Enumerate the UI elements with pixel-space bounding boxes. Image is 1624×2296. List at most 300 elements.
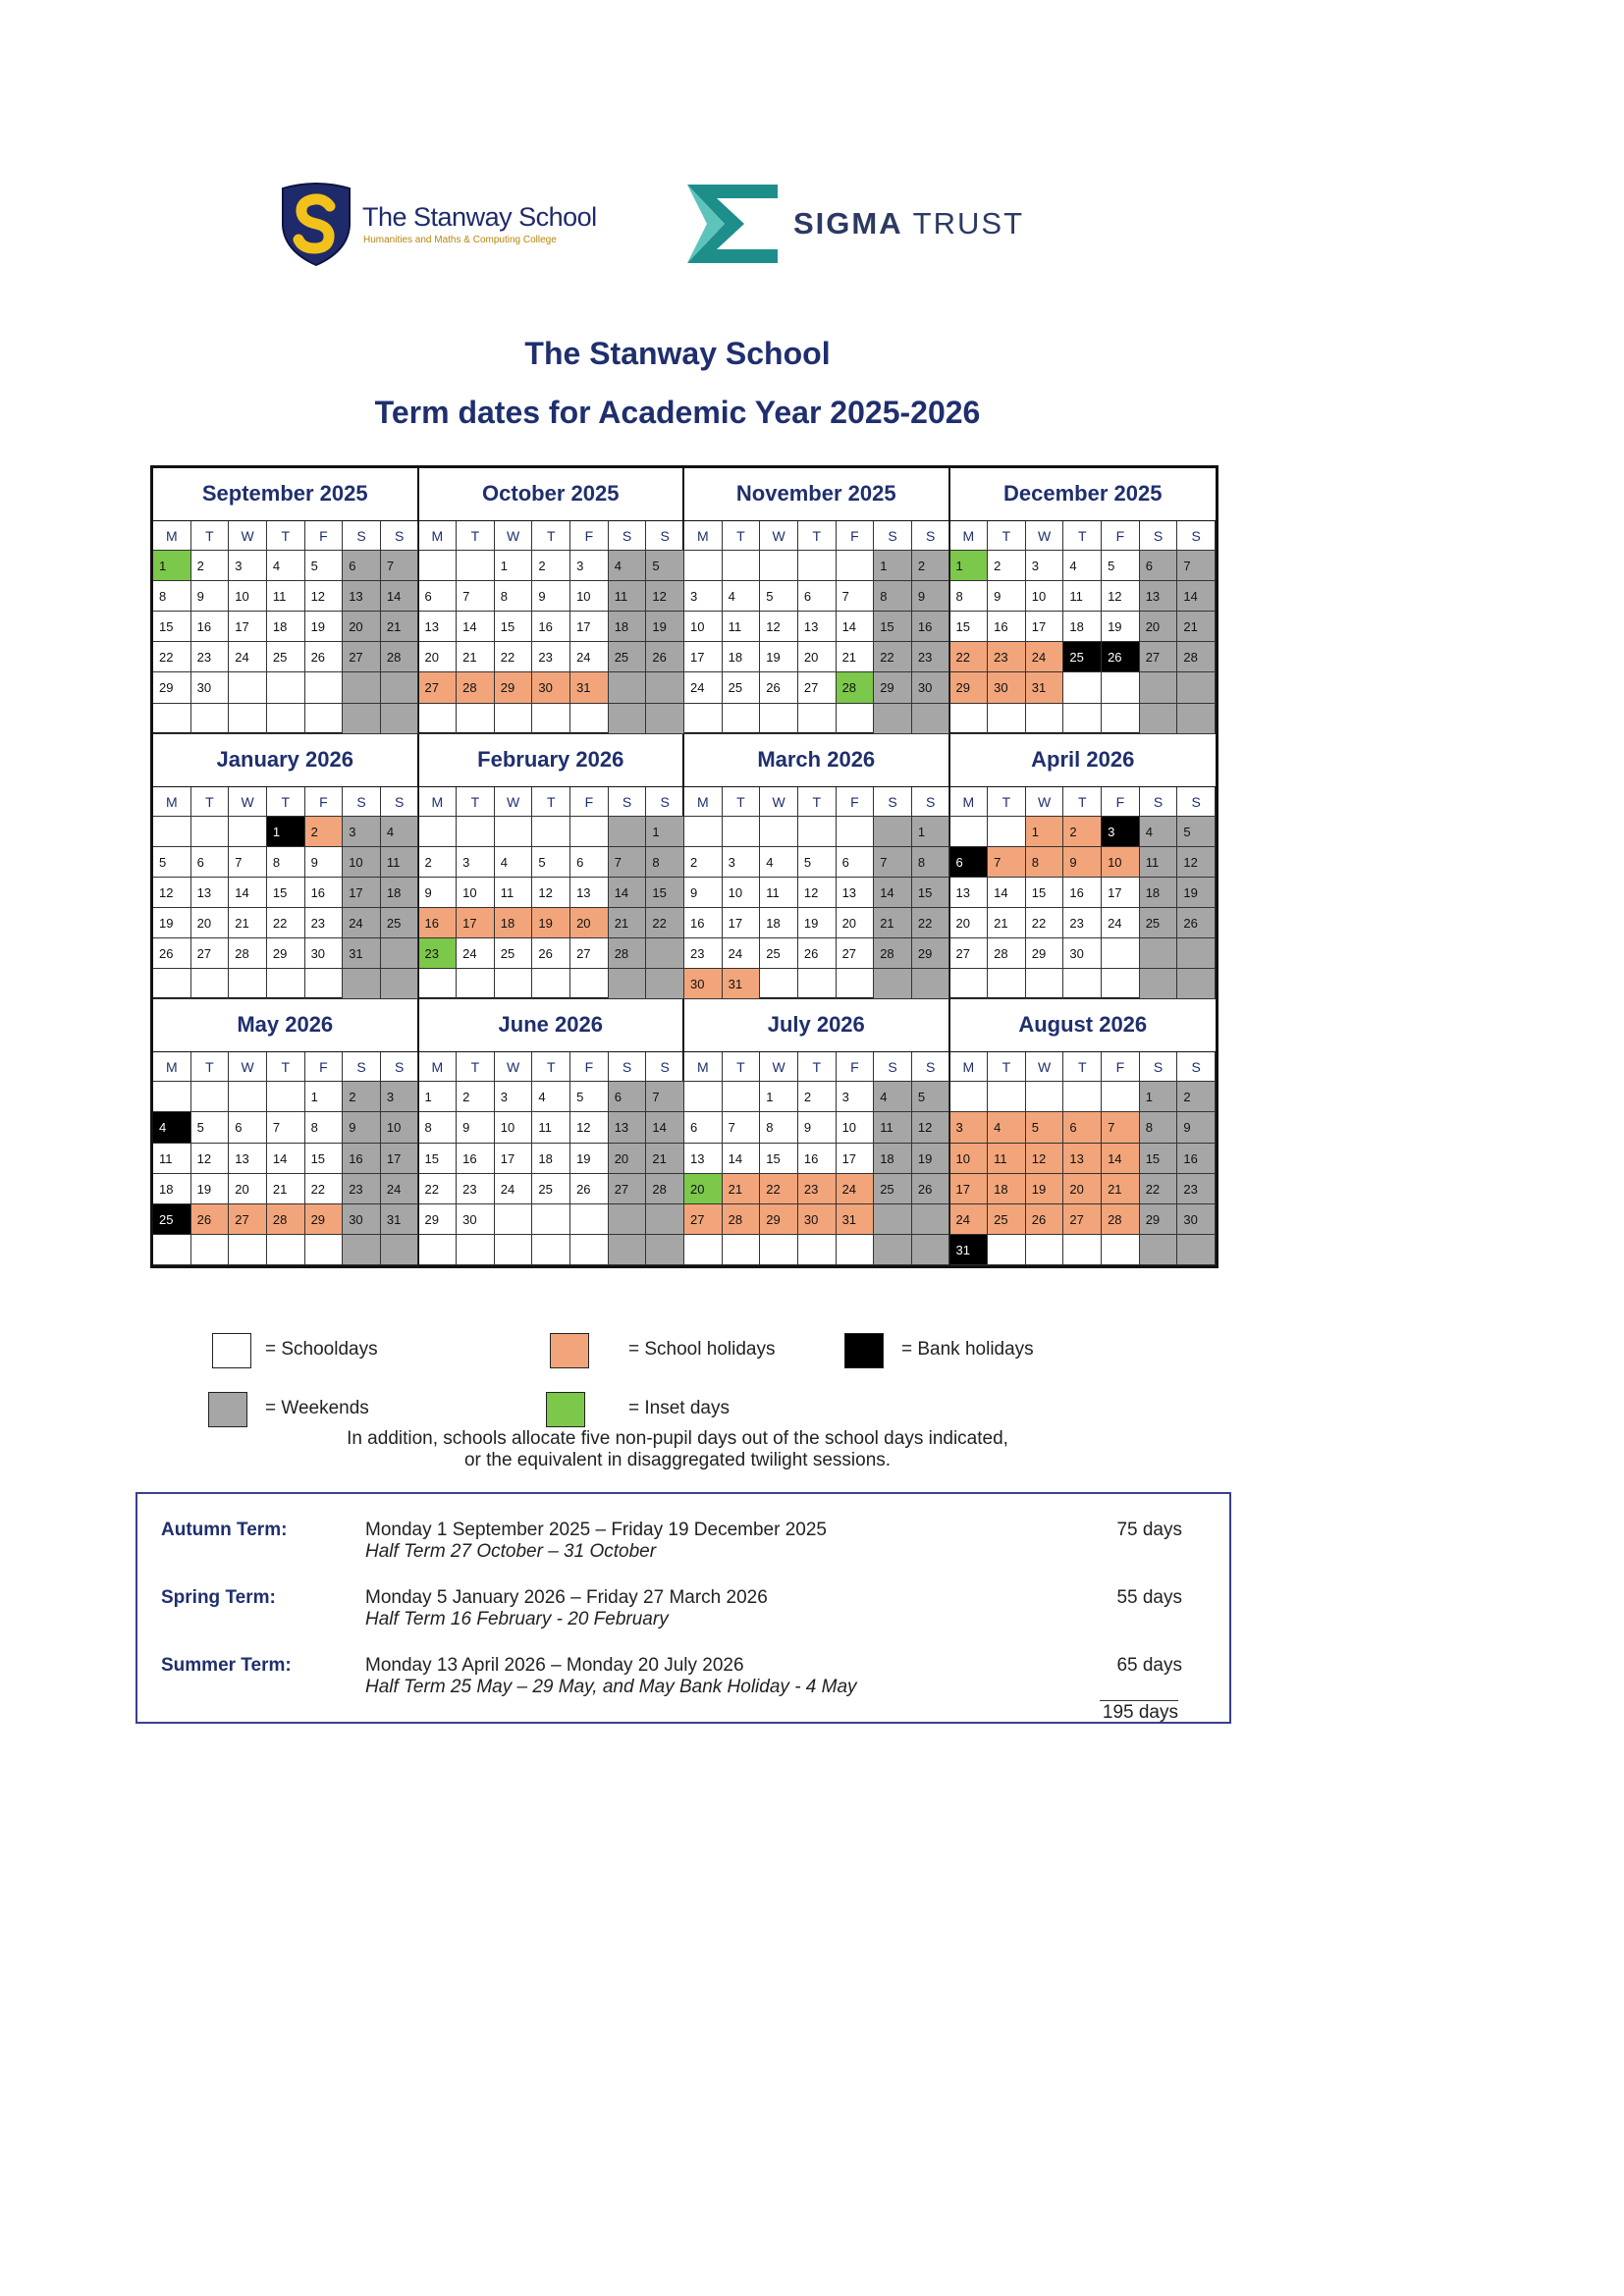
- day-cell: 27: [343, 642, 381, 672]
- day-header: W: [1026, 521, 1064, 551]
- day-cell: 12: [153, 878, 191, 908]
- empty-cell: [950, 969, 989, 999]
- day-cell: 28: [988, 938, 1026, 969]
- empty-cell: [532, 1235, 570, 1265]
- empty-cell: [495, 704, 533, 734]
- day-cell: 9: [343, 1112, 381, 1143]
- non-pupil-days-note: [0, 1428, 1355, 1471]
- day-cell: 14: [874, 878, 912, 908]
- day-cell: 11: [874, 1112, 912, 1143]
- empty-cell: [1177, 938, 1216, 969]
- empty-cell: [646, 672, 684, 703]
- day-cell: 13: [229, 1144, 267, 1174]
- day-cell: 19: [305, 612, 344, 642]
- empty-cell: [874, 817, 912, 847]
- day-cell: 27: [950, 938, 989, 969]
- day-cell: 11: [267, 581, 305, 612]
- day-cell: 18: [532, 1144, 570, 1174]
- day-cell: 11: [153, 1144, 191, 1174]
- day-cell: 30: [684, 969, 723, 999]
- day-header: T: [267, 521, 305, 551]
- day-cell: 27: [684, 1204, 723, 1235]
- day-cell: 11: [1063, 581, 1102, 612]
- empty-cell: [1063, 672, 1102, 703]
- day-cell: 26: [1177, 908, 1216, 938]
- day-cell: 25: [495, 938, 533, 969]
- day-cell: 16: [305, 878, 344, 908]
- empty-cell: [837, 704, 875, 734]
- day-cell: 12: [912, 1112, 950, 1143]
- day-cell: 26: [153, 938, 191, 969]
- month-october-2025: [419, 468, 685, 734]
- day-header: F: [305, 521, 344, 551]
- day-cell: 6: [950, 847, 989, 878]
- empty-cell: [570, 1235, 609, 1265]
- day-cell: 24: [381, 1174, 419, 1204]
- empty-cell: [532, 969, 570, 999]
- day-header: M: [419, 521, 458, 551]
- empty-cell: [153, 817, 191, 847]
- day-cell: 4: [495, 847, 533, 878]
- day-header: T: [267, 787, 305, 817]
- day-cell: 7: [837, 581, 875, 612]
- day-cell: 3: [723, 847, 761, 878]
- day-cell: 7: [723, 1112, 761, 1143]
- empty-cell: [874, 1204, 912, 1235]
- day-cell: 3: [684, 581, 723, 612]
- day-cell: 8: [419, 1112, 458, 1143]
- day-cell: 30: [191, 672, 230, 703]
- day-cell: 25: [1063, 642, 1102, 672]
- day-cell: 8: [1140, 1112, 1178, 1143]
- day-cell: 16: [988, 612, 1026, 642]
- empty-cell: [381, 704, 419, 734]
- day-cell: 29: [153, 672, 191, 703]
- day-cell: 20: [684, 1174, 723, 1204]
- empty-cell: [950, 1082, 989, 1112]
- empty-cell: [1102, 1082, 1140, 1112]
- day-cell: 7: [1177, 551, 1216, 581]
- day-cell: 1: [760, 1082, 798, 1112]
- day-cell: 9: [532, 581, 570, 612]
- day-cell: 17: [570, 612, 609, 642]
- day-cell: 21: [229, 908, 267, 938]
- empty-cell: [760, 551, 798, 581]
- day-cell: 4: [532, 1082, 570, 1112]
- day-cell: 23: [343, 1174, 381, 1204]
- day-cell: 17: [1102, 878, 1140, 908]
- day-cell: 14: [1177, 581, 1216, 612]
- day-header: F: [1102, 787, 1140, 817]
- day-cell: 10: [495, 1112, 533, 1143]
- day-header: F: [570, 1052, 609, 1082]
- empty-cell: [153, 1082, 191, 1112]
- day-cell: 26: [305, 642, 344, 672]
- empty-cell: [1026, 704, 1064, 734]
- legend-swatch-bank-holidays: [844, 1333, 884, 1368]
- day-header: M: [419, 787, 458, 817]
- empty-cell: [305, 969, 344, 999]
- sigma-trust-logo: [687, 185, 1041, 267]
- day-cell: 9: [1063, 847, 1102, 878]
- day-cell: 31: [950, 1235, 989, 1265]
- empty-cell: [837, 969, 875, 999]
- day-cell: 15: [419, 1144, 458, 1174]
- empty-cell: [988, 704, 1026, 734]
- day-cell: 17: [950, 1174, 989, 1204]
- day-cell: 24: [343, 908, 381, 938]
- day-header: S: [609, 1052, 647, 1082]
- empty-cell: [609, 969, 647, 999]
- empty-cell: [229, 1235, 267, 1265]
- day-cell: 4: [609, 551, 647, 581]
- day-cell: 21: [1177, 612, 1216, 642]
- day-cell: 26: [191, 1204, 230, 1235]
- day-cell: 6: [1063, 1112, 1102, 1143]
- empty-cell: [723, 704, 761, 734]
- day-cell: 25: [988, 1204, 1026, 1235]
- day-cell: 20: [1063, 1174, 1102, 1204]
- legend-label-school-holidays: = School holidays: [628, 1339, 776, 1360]
- day-cell: 30: [988, 672, 1026, 703]
- day-cell: 15: [267, 878, 305, 908]
- day-cell: 16: [684, 908, 723, 938]
- day-cell: 7: [609, 847, 647, 878]
- day-cell: 5: [153, 847, 191, 878]
- empty-cell: [229, 817, 267, 847]
- day-cell: 13: [684, 1144, 723, 1174]
- day-cell: 25: [609, 642, 647, 672]
- day-cell: 28: [646, 1174, 684, 1204]
- empty-cell: [760, 1235, 798, 1265]
- day-cell: 2: [419, 847, 458, 878]
- empty-cell: [419, 1235, 458, 1265]
- empty-cell: [343, 969, 381, 999]
- day-header: S: [1140, 787, 1178, 817]
- day-cell: 9: [988, 581, 1026, 612]
- empty-cell: [305, 1235, 344, 1265]
- day-cell: 10: [684, 612, 723, 642]
- day-cell: 5: [1026, 1112, 1064, 1143]
- day-cell: 23: [305, 908, 344, 938]
- day-header: W: [229, 1052, 267, 1082]
- day-header: T: [1063, 1052, 1102, 1082]
- empty-cell: [684, 1235, 723, 1265]
- day-cell: 18: [1063, 612, 1102, 642]
- day-cell: 10: [950, 1144, 989, 1174]
- day-cell: 26: [1026, 1204, 1064, 1235]
- day-cell: 19: [153, 908, 191, 938]
- day-cell: 2: [912, 551, 950, 581]
- stanway-logo-name: The Stanway School: [362, 202, 597, 232]
- legend-swatch-inset-days: [546, 1392, 585, 1427]
- day-cell: 21: [381, 612, 419, 642]
- empty-cell: [609, 704, 647, 734]
- empty-cell: [646, 969, 684, 999]
- day-header: S: [1177, 1052, 1216, 1082]
- day-header: T: [457, 787, 495, 817]
- day-cell: 12: [532, 878, 570, 908]
- empty-cell: [609, 817, 647, 847]
- day-cell: 10: [343, 847, 381, 878]
- empty-cell: [570, 969, 609, 999]
- day-cell: 12: [1102, 581, 1140, 612]
- day-cell: 17: [1026, 612, 1064, 642]
- day-cell: 26: [798, 938, 837, 969]
- day-cell: 3: [343, 817, 381, 847]
- day-cell: 9: [305, 847, 344, 878]
- legend-swatch-school-holidays: [550, 1333, 589, 1368]
- day-cell: 12: [1177, 847, 1216, 878]
- day-cell: 8: [646, 847, 684, 878]
- day-cell: 30: [343, 1204, 381, 1235]
- day-cell: 10: [723, 878, 761, 908]
- day-header: S: [646, 1052, 684, 1082]
- day-cell: 5: [798, 847, 837, 878]
- day-cell: 6: [1140, 551, 1178, 581]
- empty-cell: [1102, 672, 1140, 703]
- day-header: T: [723, 787, 761, 817]
- day-cell: 28: [1177, 642, 1216, 672]
- day-cell: 24: [1026, 642, 1064, 672]
- empty-cell: [988, 1082, 1026, 1112]
- empty-cell: [646, 704, 684, 734]
- empty-cell: [609, 672, 647, 703]
- empty-cell: [837, 551, 875, 581]
- empty-cell: [229, 704, 267, 734]
- empty-cell: [874, 1235, 912, 1265]
- day-cell: 5: [760, 581, 798, 612]
- day-header: F: [1102, 521, 1140, 551]
- day-cell: 10: [570, 581, 609, 612]
- day-cell: 31: [570, 672, 609, 703]
- empty-cell: [1102, 704, 1140, 734]
- day-cell: 31: [1026, 672, 1064, 703]
- day-cell: 19: [532, 908, 570, 938]
- empty-cell: [570, 817, 609, 847]
- spring-term-dates: Monday 5 January 2026 – Friday 27 March 2026: [365, 1587, 768, 1608]
- empty-cell: [343, 704, 381, 734]
- day-cell: 26: [760, 672, 798, 703]
- day-header: T: [267, 1052, 305, 1082]
- day-cell: 7: [874, 847, 912, 878]
- empty-cell: [495, 969, 533, 999]
- day-cell: 15: [153, 612, 191, 642]
- day-cell: 21: [837, 642, 875, 672]
- day-cell: 22: [419, 1174, 458, 1204]
- day-cell: 18: [760, 908, 798, 938]
- total-divider: [1100, 1700, 1178, 1701]
- day-cell: 15: [912, 878, 950, 908]
- day-header: W: [495, 1052, 533, 1082]
- day-cell: 1: [495, 551, 533, 581]
- day-cell: 25: [760, 938, 798, 969]
- day-header: M: [153, 521, 191, 551]
- day-cell: 13: [570, 878, 609, 908]
- empty-cell: [267, 1082, 305, 1112]
- day-header: M: [950, 1052, 989, 1082]
- empty-cell: [495, 817, 533, 847]
- empty-cell: [1102, 969, 1140, 999]
- day-cell: 9: [684, 878, 723, 908]
- day-cell: 3: [837, 1082, 875, 1112]
- empty-cell: [229, 969, 267, 999]
- day-header: M: [950, 521, 989, 551]
- day-cell: 26: [912, 1174, 950, 1204]
- empty-cell: [381, 1235, 419, 1265]
- empty-cell: [837, 817, 875, 847]
- day-cell: 22: [1026, 908, 1064, 938]
- empty-cell: [798, 704, 837, 734]
- day-cell: 3: [950, 1112, 989, 1143]
- day-cell: 8: [1026, 847, 1064, 878]
- day-cell: 26: [1102, 642, 1140, 672]
- day-cell: 24: [1102, 908, 1140, 938]
- empty-cell: [191, 969, 230, 999]
- day-cell: 16: [457, 1144, 495, 1174]
- empty-cell: [1026, 969, 1064, 999]
- total-days: 195 days: [1102, 1702, 1178, 1723]
- sigma-logo-bold: SIGMA: [793, 206, 903, 240]
- day-header: S: [912, 521, 950, 551]
- day-header: T: [457, 521, 495, 551]
- day-cell: 24: [570, 642, 609, 672]
- empty-cell: [837, 1235, 875, 1265]
- day-cell: 5: [532, 847, 570, 878]
- empty-cell: [1140, 704, 1178, 734]
- day-cell: 14: [723, 1144, 761, 1174]
- empty-cell: [457, 704, 495, 734]
- day-cell: 4: [760, 847, 798, 878]
- day-cell: 18: [874, 1144, 912, 1174]
- day-cell: 15: [1026, 878, 1064, 908]
- day-header: S: [874, 1052, 912, 1082]
- summer-term-half-term: Half Term 25 May – 29 May, and May Bank Holiday - 4 May: [365, 1677, 857, 1697]
- empty-cell: [419, 551, 458, 581]
- day-cell: 22: [1140, 1174, 1178, 1204]
- autumn-term-dates: Monday 1 September 2025 – Friday 19 December 2025: [365, 1520, 827, 1540]
- day-cell: 2: [684, 847, 723, 878]
- day-header: T: [988, 521, 1026, 551]
- day-cell: 14: [267, 1144, 305, 1174]
- empty-cell: [874, 969, 912, 999]
- empty-cell: [532, 1204, 570, 1235]
- day-cell: 3: [381, 1082, 419, 1112]
- day-cell: 9: [798, 1112, 837, 1143]
- empty-cell: [570, 1204, 609, 1235]
- day-cell: 13: [343, 581, 381, 612]
- day-cell: 13: [609, 1112, 647, 1143]
- day-cell: 9: [457, 1112, 495, 1143]
- day-cell: 30: [305, 938, 344, 969]
- day-cell: 10: [229, 581, 267, 612]
- day-cell: 24: [723, 938, 761, 969]
- day-cell: 2: [532, 551, 570, 581]
- day-header: S: [874, 521, 912, 551]
- day-cell: 23: [798, 1174, 837, 1204]
- empty-cell: [153, 969, 191, 999]
- empty-cell: [495, 1204, 533, 1235]
- day-cell: 26: [646, 642, 684, 672]
- empty-cell: [798, 1235, 837, 1265]
- empty-cell: [1140, 969, 1178, 999]
- day-cell: 29: [495, 672, 533, 703]
- day-cell: 8: [912, 847, 950, 878]
- empty-cell: [684, 551, 723, 581]
- stanway-shield-icon: [279, 183, 353, 267]
- page-title: The Stanway School: [524, 336, 831, 371]
- empty-cell: [229, 1082, 267, 1112]
- day-header: T: [1063, 787, 1102, 817]
- day-cell: 15: [495, 612, 533, 642]
- day-cell: 11: [723, 612, 761, 642]
- day-cell: 8: [950, 581, 989, 612]
- day-cell: 27: [837, 938, 875, 969]
- day-cell: 20: [191, 908, 230, 938]
- month-title: June 2026: [419, 999, 683, 1052]
- legend-swatch-weekends: [208, 1392, 247, 1427]
- day-cell: 4: [988, 1112, 1026, 1143]
- empty-cell: [798, 551, 837, 581]
- day-cell: 29: [912, 938, 950, 969]
- empty-cell: [1063, 1082, 1102, 1112]
- day-cell: 17: [343, 878, 381, 908]
- day-cell: 31: [343, 938, 381, 969]
- month-title: November 2025: [684, 468, 948, 521]
- day-cell: 22: [912, 908, 950, 938]
- day-cell: 16: [912, 612, 950, 642]
- day-cell: 3: [1102, 817, 1140, 847]
- day-header: S: [912, 787, 950, 817]
- day-cell: 17: [723, 908, 761, 938]
- empty-cell: [646, 938, 684, 969]
- day-cell: 6: [798, 581, 837, 612]
- month-title: February 2026: [419, 734, 683, 787]
- day-cell: 12: [760, 612, 798, 642]
- day-cell: 21: [457, 642, 495, 672]
- day-header: T: [798, 521, 837, 551]
- day-cell: 14: [457, 612, 495, 642]
- day-cell: 16: [1177, 1144, 1216, 1174]
- day-cell: 13: [1140, 581, 1178, 612]
- day-cell: 23: [532, 642, 570, 672]
- day-cell: 3: [495, 1082, 533, 1112]
- day-cell: 29: [419, 1204, 458, 1235]
- day-cell: 6: [609, 1082, 647, 1112]
- day-cell: 30: [532, 672, 570, 703]
- day-header: W: [760, 521, 798, 551]
- day-cell: 28: [457, 672, 495, 703]
- day-cell: 23: [457, 1174, 495, 1204]
- day-header: W: [760, 787, 798, 817]
- day-header: T: [988, 1052, 1026, 1082]
- day-cell: 14: [1102, 1144, 1140, 1174]
- day-cell: 16: [532, 612, 570, 642]
- legend-swatch-school-days: [212, 1333, 251, 1368]
- day-cell: 31: [381, 1204, 419, 1235]
- day-cell: 17: [837, 1144, 875, 1174]
- day-header: W: [229, 521, 267, 551]
- empty-cell: [912, 1235, 950, 1265]
- day-cell: 21: [988, 908, 1026, 938]
- day-cell: 3: [229, 551, 267, 581]
- empty-cell: [343, 672, 381, 703]
- day-cell: 24: [950, 1204, 989, 1235]
- day-header: S: [343, 1052, 381, 1082]
- day-cell: 25: [723, 672, 761, 703]
- autumn-term-half-term: Half Term 27 October – 31 October: [365, 1541, 657, 1562]
- sigma-logo-text: [793, 206, 1024, 241]
